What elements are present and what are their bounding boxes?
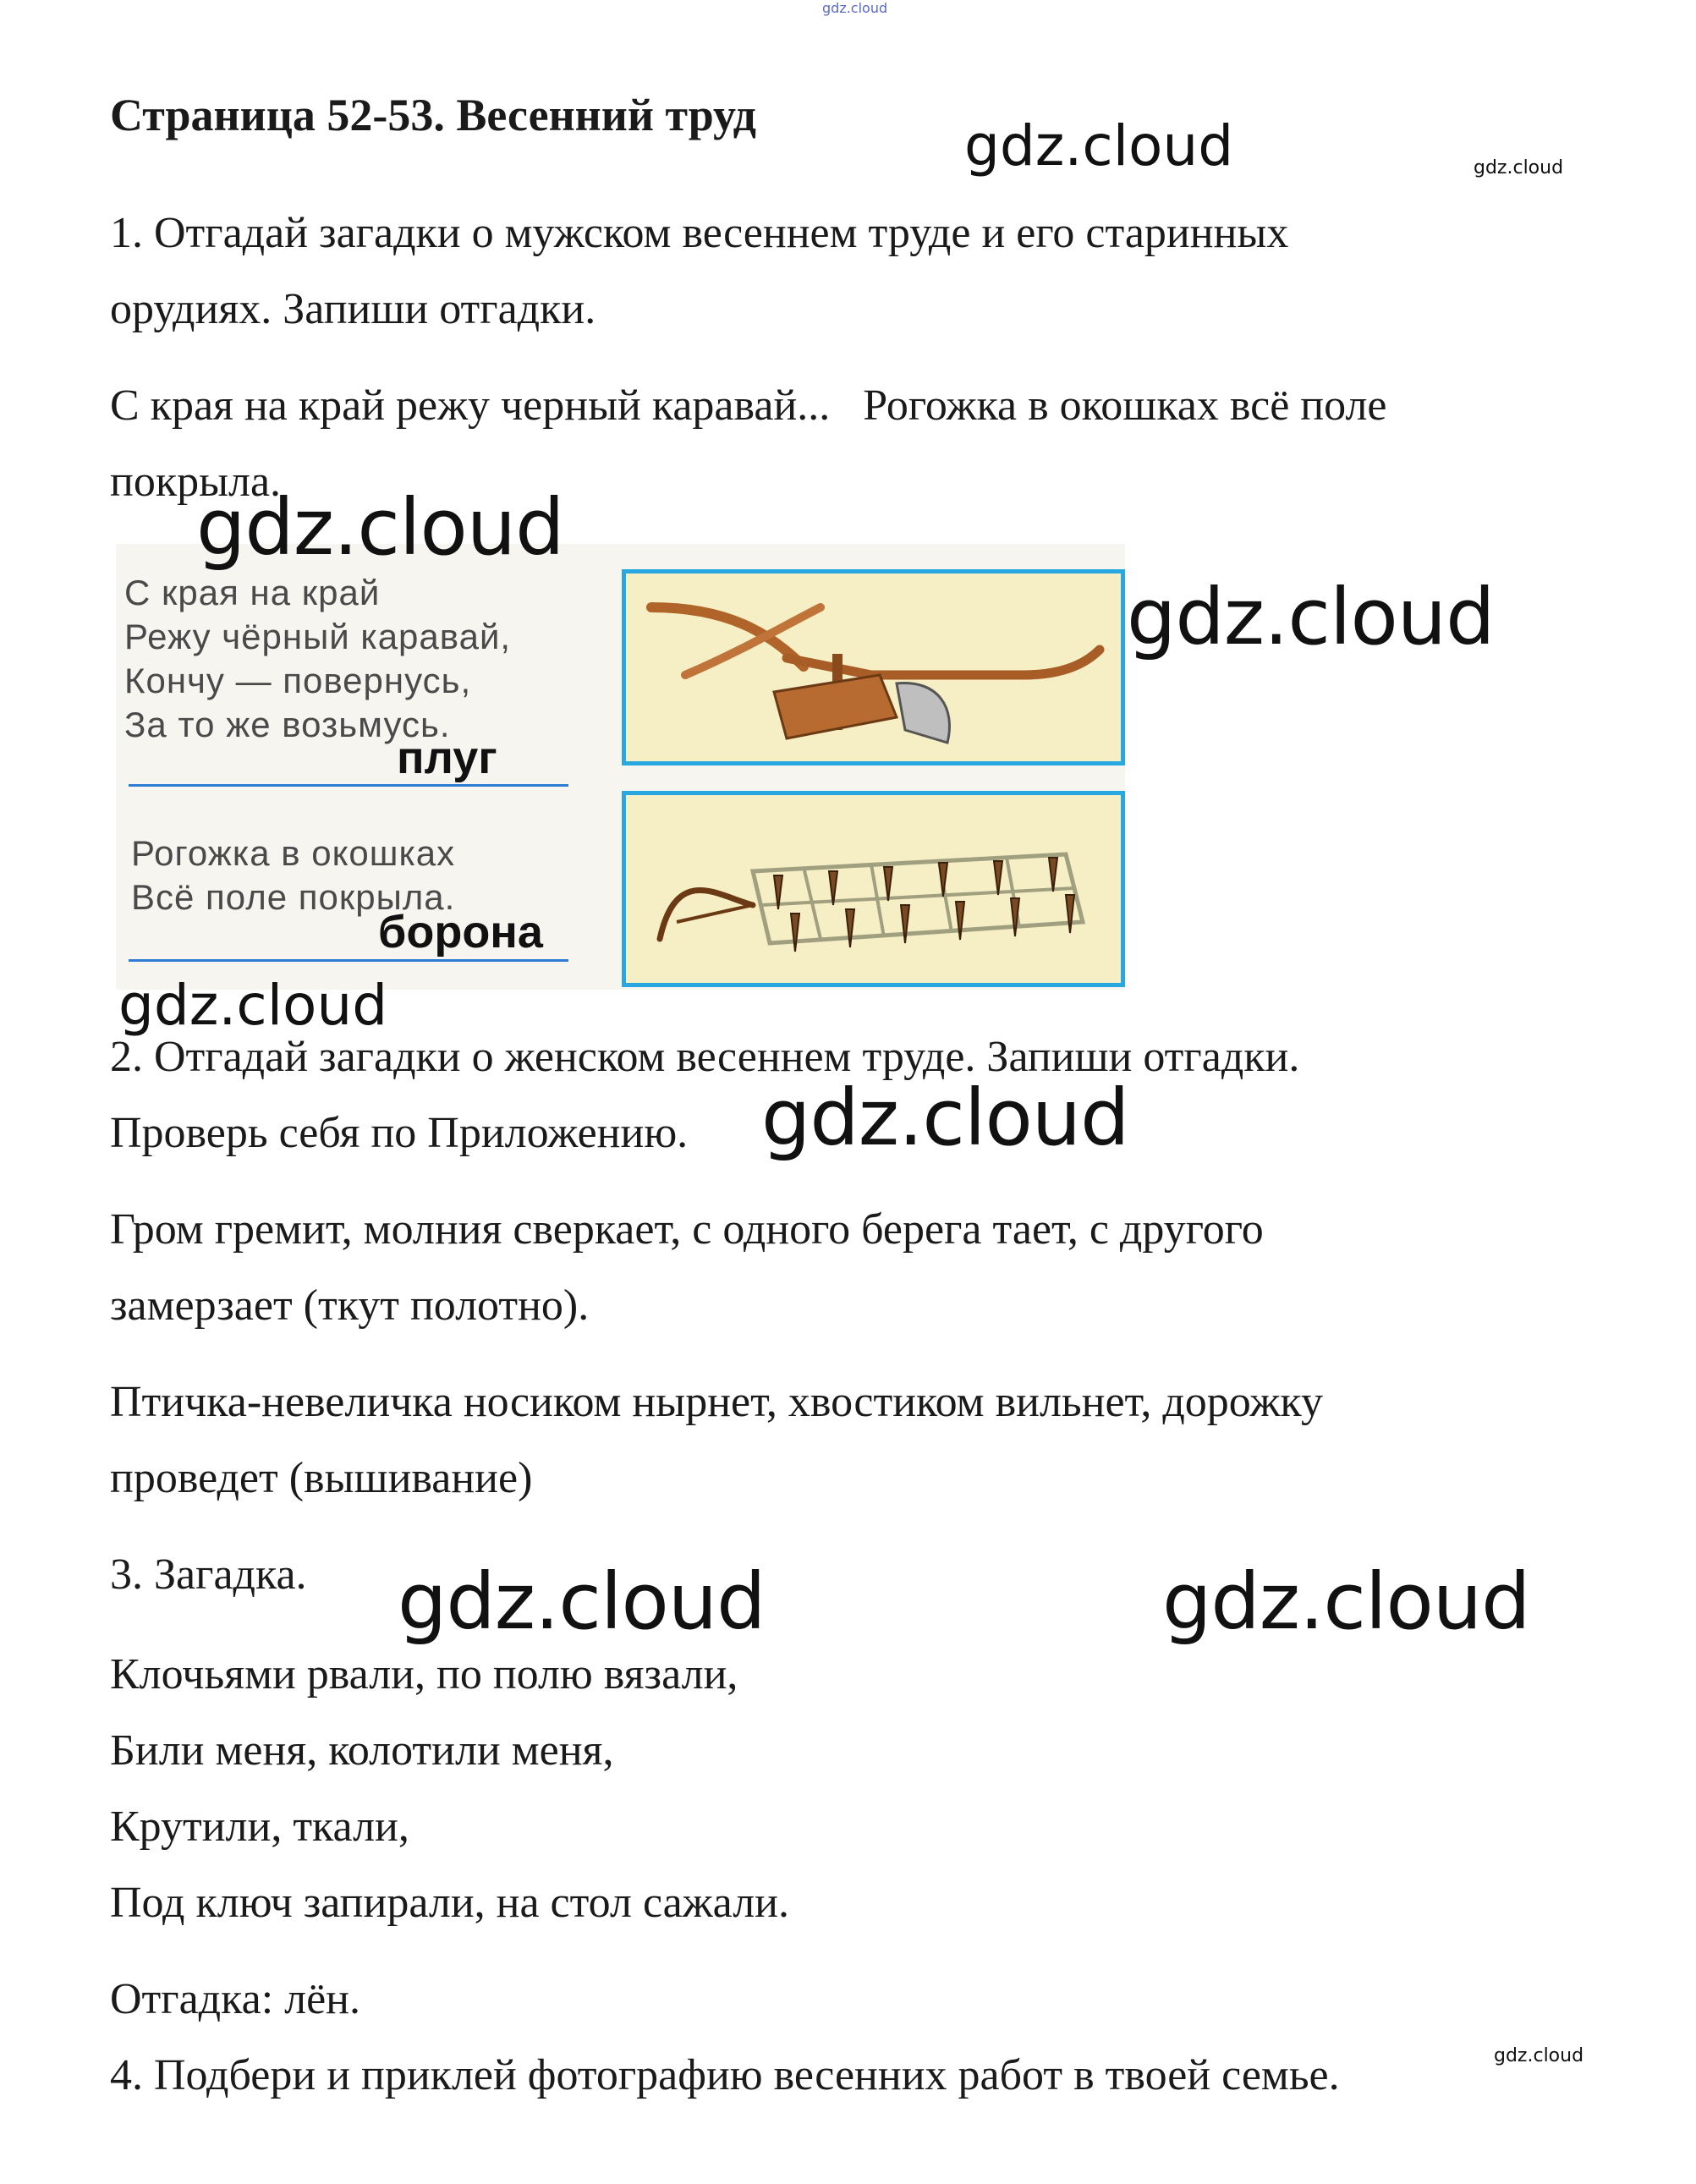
answer-harrow: борона	[378, 907, 543, 958]
watermark: gdz.cloud	[1162, 1556, 1530, 1647]
watermark: gdz.cloud	[398, 1556, 766, 1647]
task3-answer: Отгадка: лён.	[110, 1975, 361, 2023]
watermark-small: gdz.cloud	[1474, 157, 1564, 178]
riddle1-line: С края на край	[124, 573, 381, 612]
task3-line: Били меня, колотили меня,	[110, 1726, 614, 1775]
riddle1-line: За то же возьмусь.	[124, 705, 451, 744]
task2-riddle1-line2: замерзает (ткут полотно).	[110, 1281, 590, 1330]
watermark-small: gdz.cloud	[1494, 2045, 1584, 2066]
task1-line2: орудиях. Запиши отгадки.	[110, 285, 596, 333]
page-title: Страница 52-53. Весенний труд	[110, 90, 756, 140]
textbook-figure	[116, 544, 1125, 990]
harrow-picture	[622, 791, 1125, 987]
watermark: gdz.cloud	[196, 482, 564, 573]
riddle2-line: Всё поле покрыла.	[131, 877, 456, 917]
plough-icon	[626, 573, 1121, 761]
task4-text: 4. Подбери и приклей фотографию весенних работ в твоей семье.	[110, 2051, 1340, 2099]
task1-riddles-line1: С края на край режу черный каравай... Рогожка в окошках всё поле	[110, 381, 1387, 430]
task3-line: Крутили, ткали,	[110, 1803, 409, 1851]
task2-riddle1-line1: Гром гремит, молния сверкает, с одного берега тает, с другого	[110, 1205, 1264, 1254]
task3-heading: 3. Загадка.	[110, 1550, 307, 1599]
watermark: gdz.cloud	[964, 113, 1234, 178]
riddle1-text	[124, 571, 511, 747]
riddle2-line: Рогожка в окошках	[131, 833, 456, 873]
task2-riddle2-line1: Птичка-невеличка носиком нырнет, хвостиком вильнет, дорожку	[110, 1378, 1323, 1426]
task1-riddles-line2: покрыла.	[110, 458, 282, 506]
top-watermark: gdz.cloud	[822, 0, 888, 16]
task1-line1: 1. Отгадай загадки о мужском весеннем труде и его старинных	[110, 209, 1289, 257]
task2-line2: Проверь себя по Приложению.	[110, 1109, 689, 1157]
task3-line: Клочьями рвали, по полю вязали,	[110, 1650, 738, 1698]
task2-line1: 2. Отгадай загадки о женском весеннем труде. Запиши отгадки.	[110, 1033, 1300, 1081]
plough-picture	[622, 569, 1125, 765]
task3-line: Под ключ запирали, на стол сажали.	[110, 1879, 789, 1927]
task2-riddle2-line2: проведет (вышивание)	[110, 1454, 533, 1502]
answer-underline	[129, 959, 568, 962]
answer-underline	[129, 784, 568, 787]
riddle1-line: Кончу — повернусь,	[124, 661, 472, 700]
watermark: gdz.cloud	[1127, 572, 1495, 662]
watermark: gdz.cloud	[761, 1073, 1129, 1163]
harrow-icon	[626, 795, 1121, 983]
answer-plough: плуг	[397, 733, 497, 783]
watermark: gdz.cloud	[118, 973, 388, 1038]
riddle1-line: Режу чёрный каравай,	[124, 617, 512, 656]
